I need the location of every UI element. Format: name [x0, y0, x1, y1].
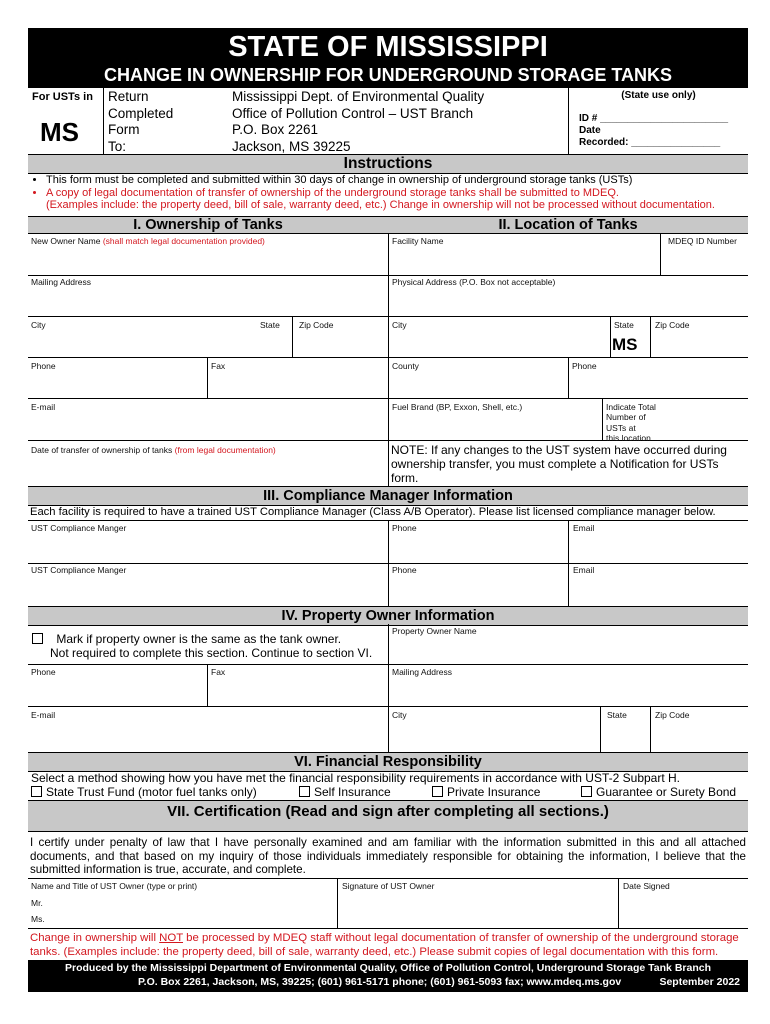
- state-use-box: [568, 88, 748, 154]
- location-state-value: MS: [612, 335, 638, 354]
- property-state-label: State: [607, 710, 627, 720]
- physical-address-label: Physical Address (P.O. Box not acceptable): [392, 277, 556, 287]
- mdeq-id-label: MDEQ ID Number: [668, 236, 737, 246]
- property-phone-label: Phone: [31, 667, 56, 677]
- option-self-insurance[interactable]: Self Insurance: [299, 785, 391, 799]
- footer-line-1: Produced by the Mississippi Department of Environmental Quality, Office of Pollution Control, Underground Storage Tank Branch: [64, 962, 711, 974]
- new-owner-name-label: New Owner Name (shall match legal documentation provided): [31, 236, 265, 246]
- instruction-examples: (Examples include: the property deed, bill of sale, warranty deed, etc.) Change in ownership will not be processed without documentation.: [46, 199, 715, 211]
- indicate-total-label: Indicate Total Number of USTs at this location: [606, 402, 656, 443]
- checkbox[interactable]: [299, 786, 310, 797]
- option-private-insurance[interactable]: Private Insurance: [432, 785, 540, 799]
- fuel-brand-label: Fuel Brand (BP, Exxon, Shell, etc.): [392, 402, 523, 412]
- footer-line-2: P.O. Box 2261, Jackson, MS, 39225; (601) 961-5171 phone; (601) 961-5093 fax; www.mdeq.ms.gov: [138, 976, 622, 988]
- not-required-note: Not required to complete this section. Continue to section VI.: [50, 646, 373, 660]
- same-owner-checkbox-row[interactable]: [32, 632, 372, 660]
- state-code: MS: [40, 117, 79, 147]
- name-title-label: Name and Title of UST Owner (type or print): [31, 881, 198, 891]
- financial-intro: Select a method showing how you have met the financial responsibility requirements in accordance with UST-2 Subpart H.: [31, 771, 681, 785]
- city-label: City: [31, 320, 46, 330]
- state-use-label: (State use only): [621, 90, 696, 101]
- certification-text: I certify under penalty of law that I have personally examined and am familiar with the information submitted in this and all attached documents, and that based on my inquiry of those individuals immediately responsible for obtaining the information, I believe that the submitted information is true, accurate, and complete.: [30, 836, 746, 876]
- same-owner-label: Mark if property owner is the same as the tank owner.: [56, 632, 342, 646]
- date-transfer-label: Date of transfer of ownership of tanks (from legal documentation): [31, 445, 276, 455]
- compliance-phone-label: Phone: [392, 565, 417, 575]
- mr-label: Mr.: [31, 898, 43, 908]
- facility-name-label: Facility Name: [392, 236, 444, 246]
- fax-label: Fax: [211, 361, 226, 371]
- documentation-warning: Change in ownership will NOT be processed by MDEQ staff without legal documentation of transfer of ownership of the underground storage tanks. (Examples include: the property deed, bill of sale, warranty deed, etc.) Please submit copies of legal documentation with this form.: [30, 932, 739, 958]
- ust-note: NOTE: If any changes to the UST system have occurred during ownership transfer, you must complete a Notification for USTs form.: [391, 443, 727, 485]
- property-zip-label: Zip Code: [655, 710, 690, 720]
- compliance-intro: Each facility is required to have a trained UST Compliance Manager (Class A/B Operator). Please list licensed compliance manager below.: [30, 506, 716, 518]
- compliance-email-label: Email: [573, 565, 595, 575]
- instructions-list: [28, 174, 748, 212]
- property-city-label: City: [392, 710, 407, 720]
- state-label: State: [260, 320, 280, 330]
- state-title: STATE OF MISSISSIPPI: [228, 31, 548, 63]
- section-3-title: III. Compliance Manager Information: [28, 486, 748, 506]
- property-email-label: E-mail: [31, 710, 56, 720]
- county-label: County: [392, 361, 419, 371]
- location-state-label: State: [614, 320, 634, 330]
- date-label: Date: [579, 125, 601, 136]
- compliance-manager-label: UST Compliance Manger: [31, 565, 127, 575]
- signature-label: Signature of UST Owner: [342, 881, 435, 891]
- location-city-label: City: [392, 320, 407, 330]
- checkbox[interactable]: [581, 786, 592, 797]
- option-guarantee-surety[interactable]: Guarantee or Surety Bond: [581, 785, 736, 799]
- mailing-address-label: Mailing Address: [31, 277, 92, 287]
- property-fax-label: Fax: [211, 667, 226, 677]
- return-label: Return Completed Form To:: [108, 89, 174, 154]
- financial-options: [31, 785, 746, 801]
- same-owner-checkbox[interactable]: [32, 633, 43, 644]
- property-mailing-label: Mailing Address: [392, 667, 453, 677]
- location-zip-label: Zip Code: [655, 320, 690, 330]
- instruction-item: • A copy of legal documentation of transfer of ownership of the underground storage tanks shall be submitted to MDEQ.: [46, 187, 748, 200]
- id-label: ID # _______________________: [579, 113, 729, 124]
- phone-label: Phone: [31, 361, 56, 371]
- checkbox[interactable]: [31, 786, 42, 797]
- section-2-title: II. Location of Tanks: [498, 217, 638, 233]
- section-4-title: IV. Property Owner Information: [28, 606, 748, 626]
- for-usts-label: For USTs in: [32, 91, 93, 103]
- email-label: E-mail: [31, 402, 56, 412]
- instructions-heading: Instructions: [28, 154, 748, 174]
- header-bar: [28, 28, 748, 88]
- section-7-title: VII. Certification (Read and sign after completing all sections.): [28, 800, 748, 832]
- form-title: CHANGE IN OWNERSHIP FOR UNDERGROUND STORAGE TANKS: [103, 65, 673, 85]
- compliance-email-label: Email: [573, 523, 595, 533]
- option-state-trust-fund[interactable]: State Trust Fund (motor fuel tanks only): [31, 785, 257, 799]
- ms-label: Ms.: [31, 914, 45, 924]
- footer-date: September 2022: [659, 976, 740, 988]
- checkbox[interactable]: [432, 786, 443, 797]
- return-address: Mississippi Dept. of Environmental Quality Office of Pollution Control – UST Branch P.O. Box 2261 Jackson, MS 39225: [232, 89, 485, 154]
- zip-label: Zip Code: [299, 320, 334, 330]
- recorded-label: Recorded: ________________: [579, 137, 721, 148]
- property-owner-name-label: Property Owner Name: [392, 626, 477, 636]
- location-phone-label: Phone: [572, 361, 597, 371]
- instruction-item: • This form must be completed and submitted within 30 days of change in ownership of underground storage tanks (USTs): [46, 174, 748, 187]
- compliance-phone-label: Phone: [392, 523, 417, 533]
- compliance-manager-label: UST Compliance Manger: [31, 523, 127, 533]
- section-6-title: VI. Financial Responsibility: [28, 752, 748, 772]
- date-signed-label: Date Signed: [623, 881, 670, 891]
- footer-bar: [28, 960, 748, 992]
- section-1-title: I. Ownership of Tanks: [133, 217, 283, 233]
